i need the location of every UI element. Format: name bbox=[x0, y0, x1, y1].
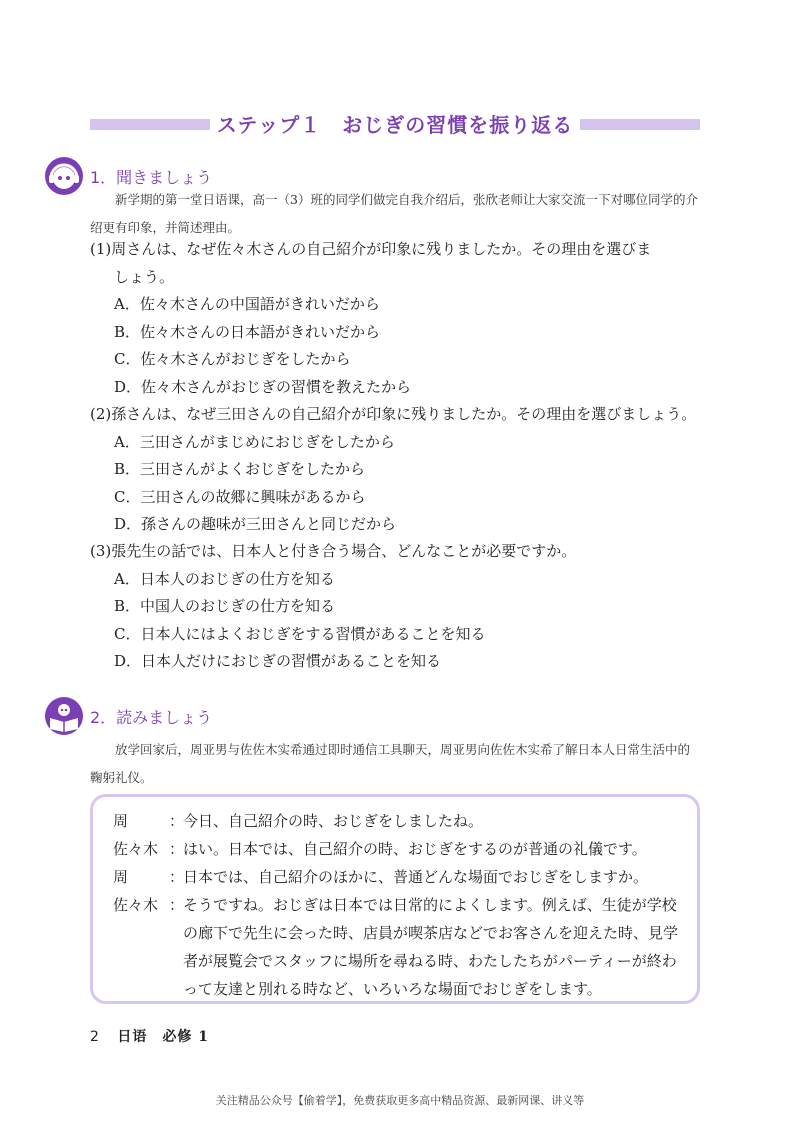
title-bar-right bbox=[580, 119, 700, 130]
speaker-name: 佐々木 bbox=[113, 840, 159, 858]
page-footer bbox=[90, 1026, 209, 1046]
section2-heading: 2．読みましょう bbox=[90, 708, 213, 727]
utterance: 日本では、自己紹介のほかに、普通どんな場面でおじぎをしますか。 bbox=[183, 868, 649, 886]
option-c bbox=[90, 484, 710, 512]
utterance: はい。日本では、自己紹介の時、おじぎをするのが普通の礼儀です。 bbox=[183, 840, 647, 858]
page-number: 2 bbox=[90, 1029, 99, 1045]
option-text: 日本人だけにおじぎの習慣があることを知る bbox=[141, 652, 442, 670]
question-text-cont: しょう。 bbox=[114, 267, 175, 286]
dialogue-line bbox=[113, 891, 683, 1003]
section2-intro: 放学回家后，周亚男与佐佐木实希通过即时通信工具聊天，周亚男向佐佐木实希了解日本人日常生活中的鞠躬礼仪。 bbox=[90, 742, 691, 785]
watermark-text: 关注精品公众号【偷着学】，免费获取更多高中精品资源、最新网课、讲义等 bbox=[215, 1094, 585, 1107]
option-label: D． bbox=[114, 652, 142, 670]
option-text: 孫さんの趣味が三田さんと同じだから bbox=[141, 515, 397, 533]
utterance: そうですね。おじぎは日本では日常的によくします。例えば、生徒が学校の廊下で先生に会った時、店員が喫茶店などでお客さんを迎えた時、見学者が展覧会でスタッフに場所を尋ねる時、わたしたちがパーティーが終わって友達と別れる時など、いろいろな場面でおじぎをします。 bbox=[183, 896, 679, 998]
option-d bbox=[90, 648, 710, 676]
question-text: 孫さんは、なぜ三田さんの自己紹介が印象に残りましたか。その理由を選びましょう。 bbox=[111, 405, 697, 423]
question-1 bbox=[90, 236, 710, 401]
option-text: 佐々木さんがおじぎをしたから bbox=[140, 350, 351, 368]
question-text: 張先生の話では、日本人と付き合う場合、どんなことが必要ですか。 bbox=[111, 542, 577, 560]
option-label: A． bbox=[114, 432, 140, 451]
book-title: 日语 必修 1 bbox=[117, 1029, 209, 1045]
option-label: D． bbox=[114, 377, 142, 396]
speaker-name: 佐々木 bbox=[113, 896, 159, 914]
question-number: (3) bbox=[90, 542, 112, 560]
option-label: B． bbox=[114, 322, 141, 341]
option-text: 佐々木さんの日本語がきれいだから bbox=[140, 322, 381, 341]
title-bar-left bbox=[90, 119, 210, 130]
option-text: 佐々木さんの中国語がきれいだから bbox=[139, 295, 380, 313]
option-text: 日本人にはよくおじぎをする習慣があることを知る bbox=[140, 624, 486, 643]
option-label: A． bbox=[114, 569, 140, 588]
question-number: (2) bbox=[90, 405, 112, 423]
reading-book-icon bbox=[44, 696, 84, 736]
question-line bbox=[90, 401, 710, 429]
page-title: ステップ１ おじぎの習慣を振り返る bbox=[216, 113, 574, 137]
option-label: C． bbox=[114, 350, 141, 368]
option-b bbox=[90, 456, 710, 484]
option-text: 三田さんの故郷に興味があるから bbox=[140, 487, 366, 506]
dialogue-line bbox=[113, 863, 683, 891]
option-text: 日本人のおじぎの仕方を知る bbox=[139, 569, 335, 588]
option-label: C． bbox=[114, 624, 141, 643]
section1-heading: 1．聞きましょう bbox=[90, 168, 213, 187]
dialogue-line bbox=[113, 835, 683, 863]
question-text: 周さんは、なぜ佐々木さんの自己紹介が印象に残りましたか。その理由を選びま bbox=[111, 240, 652, 258]
option-text: 佐々木さんがおじぎの習慣を教えたから bbox=[141, 377, 412, 396]
option-c bbox=[90, 621, 710, 649]
option-d bbox=[90, 374, 710, 402]
section2-header bbox=[44, 696, 644, 736]
option-d bbox=[90, 511, 710, 539]
option-a bbox=[90, 429, 710, 457]
section1-intro: 新学期的第一堂日语课，高一（3）班的同学们做完自我介绍后，张欣老师让大家交流一下对哪位同学的介绍更有印象，并简述理由。 bbox=[90, 192, 698, 235]
option-text: 中国人のおじぎの仕方を知る bbox=[140, 597, 336, 615]
option-a bbox=[90, 566, 710, 594]
dialogue-box bbox=[90, 794, 700, 1004]
question-line bbox=[90, 236, 710, 264]
option-label: B． bbox=[114, 597, 141, 615]
speaker-colon: ： bbox=[169, 896, 185, 914]
option-b bbox=[90, 593, 710, 621]
option-c bbox=[90, 346, 710, 374]
option-label: A． bbox=[114, 295, 140, 313]
speaker-colon: ： bbox=[169, 812, 185, 830]
question-3 bbox=[90, 538, 710, 676]
speaker-colon: ： bbox=[169, 868, 185, 886]
option-text: 三田さんがまじめにおじぎをしたから bbox=[139, 432, 395, 451]
question-line bbox=[90, 538, 710, 566]
speaker-name: 周 bbox=[113, 868, 129, 886]
question-number: (1) bbox=[90, 240, 112, 258]
option-label: C． bbox=[114, 487, 141, 506]
question-2 bbox=[90, 401, 710, 539]
option-label: B． bbox=[114, 460, 141, 478]
listening-face-icon bbox=[44, 156, 84, 196]
page-title-banner bbox=[90, 110, 700, 140]
option-b bbox=[90, 319, 710, 347]
option-a bbox=[90, 291, 710, 319]
dialogue-line bbox=[113, 807, 683, 835]
speaker-colon: ： bbox=[169, 840, 185, 858]
speaker-name: 周 bbox=[113, 812, 129, 830]
option-label: D． bbox=[114, 515, 142, 533]
option-text: 三田さんがよくおじぎをしたから bbox=[140, 460, 366, 478]
utterance: 今日、自己紹介の時、おじぎをしましたね。 bbox=[183, 812, 484, 830]
